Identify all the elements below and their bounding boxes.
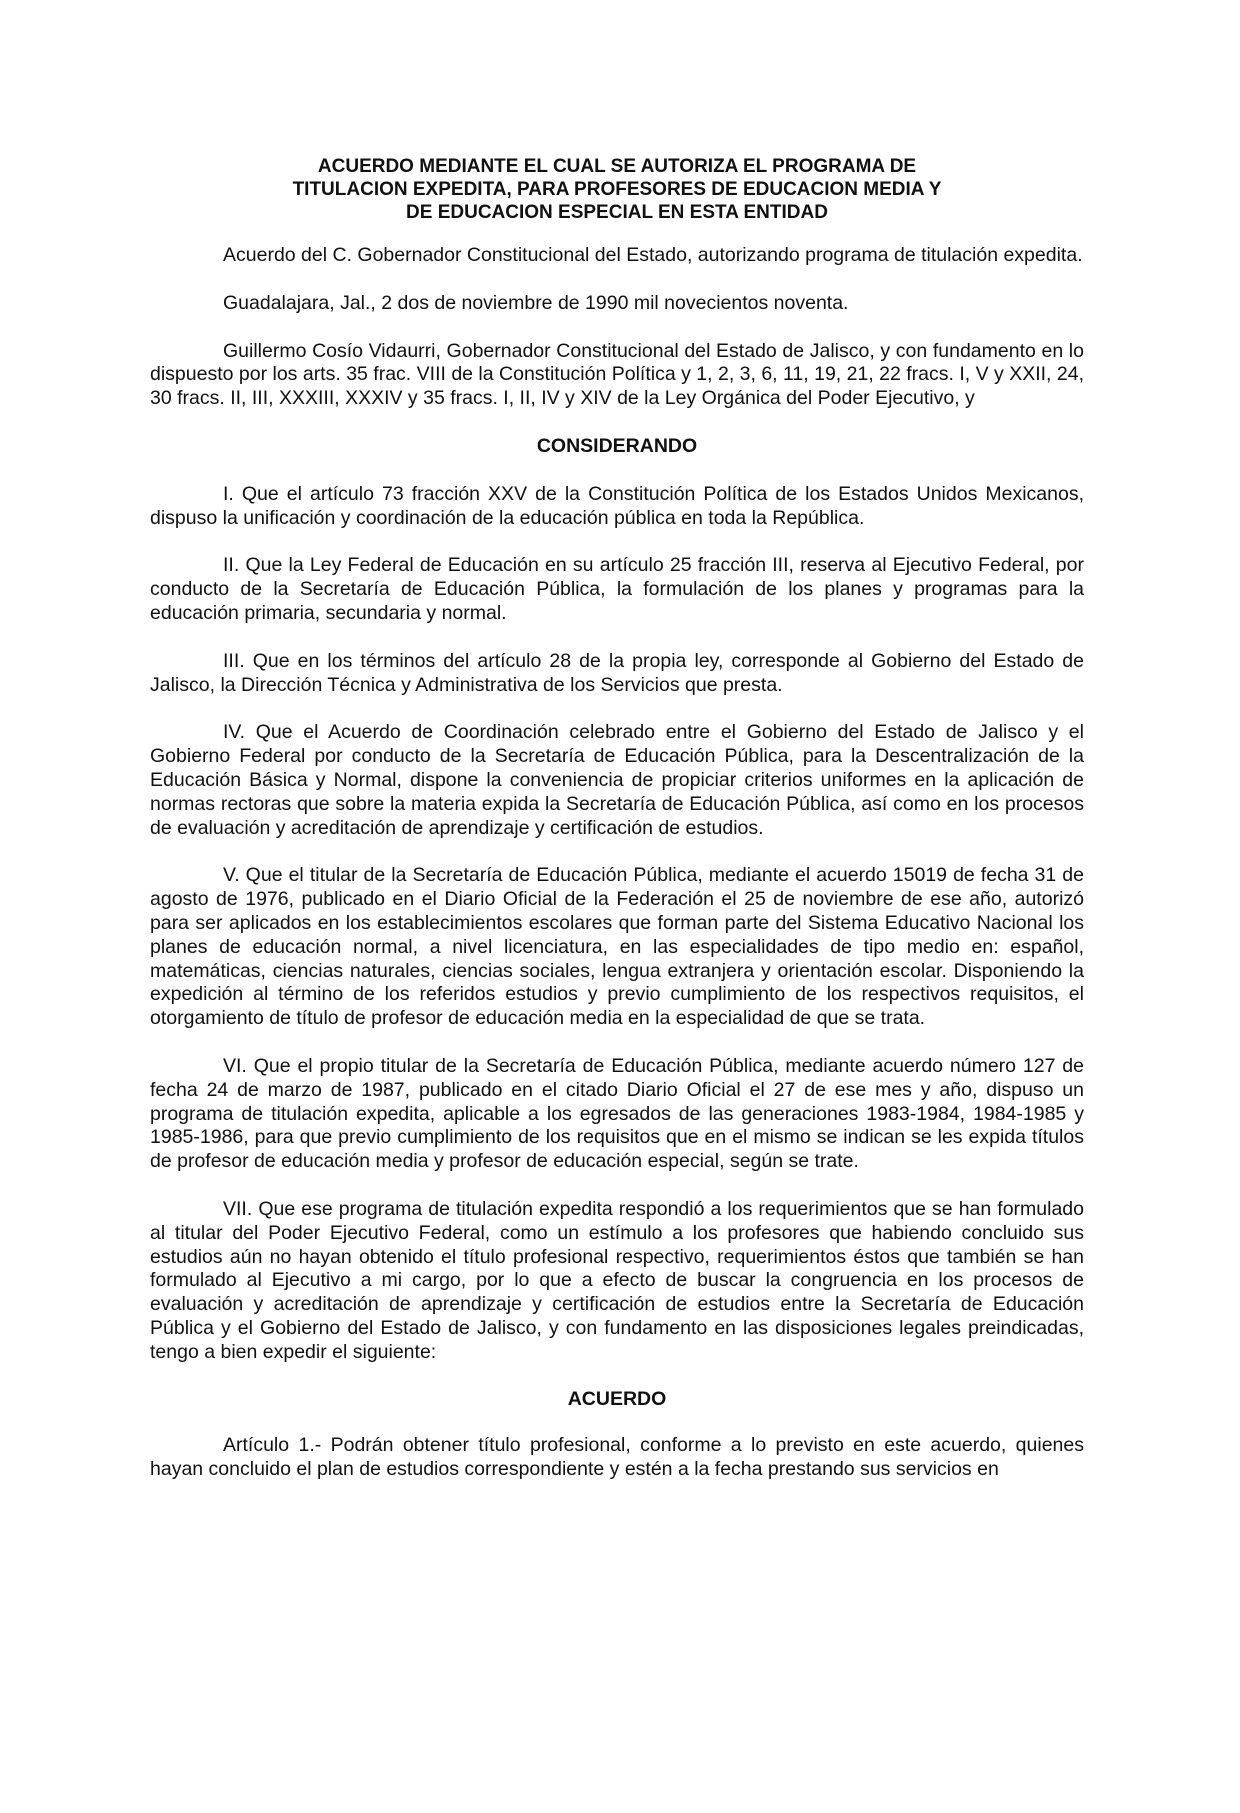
title-line-2: TITULACION EXPEDITA, PARA PROFESORES DE EDUCACION MEDIA Y xyxy=(292,179,942,200)
title-line-1: ACUERDO MEDIANTE EL CUAL SE AUTORIZA EL PROGRAMA DE xyxy=(317,156,917,177)
considerando-iv: IV. Que el Acuerdo de Coordinación celebrado entre el Gobierno del Estado de Jalisco y el Gobierno Federal por conducto de la Secretaría de Educación Pública, para la Descentralización de la Educación Básica y Normal, dispone la conveniencia de propiciar criterios uniformes en la aplicación de normas rectoras que sobre la materia expida la Secretaría de Educación Pública, así como en los procesos de evaluación y acreditación de aprendizaje y certificación de estudios. xyxy=(150,721,1084,839)
intro-paragraph: Acuerdo del C. Gobernador Constitucional del Estado, autorizando programa de titulación expedita. xyxy=(223,244,1083,266)
considerando-iii: III. Que en los términos del artículo 28 de la propia ley, corresponde al Gobierno del Estado de Jalisco, la Dirección Técnica y Administrativa de los Servicios que presta. xyxy=(150,649,1084,696)
considerando-vii: VII. Que ese programa de titulación expedita respondió a los requerimientos que se han formulado al titular del Poder Ejecutivo Federal, como un estímulo a los profesores que habiendo concluido sus estudios aún no hayan obtenido el título profesional respectivo, requerimientos éstos que también se han formulado al Ejecutivo a mi cargo, por lo que a efecto de buscar la congruencia en los procesos de evaluación y acreditación de aprendizaje y certificación de estudios entre la Secretaría de Educación Pública y el Gobierno del Estado de Jalisco, y con fundamento en las disposiciones legales preindicadas, tengo a bien expedir el siguiente: xyxy=(150,1197,1084,1363)
acuerdo-heading: ACUERDO xyxy=(567,1388,667,1411)
considerando-i: I. Que el artículo 73 fracción XXV de la Constitución Política de los Estados Unidos Mexicanos, dispuso la unificación y coordinación de la educación pública en toda la República. xyxy=(150,482,1084,529)
considerando-heading: CONSIDERANDO xyxy=(536,434,698,457)
articulo-1-paragraph: Artículo 1.- Podrán obtener título profesional, conforme a lo previsto en este acuerdo, quienes hayan concluido el plan de estudios correspondiente y estén a la fecha prestando sus servicios en xyxy=(150,1434,1084,1481)
title-line-3: DE EDUCACION ESPECIAL EN ESTA ENTIDAD xyxy=(406,202,828,223)
document-page xyxy=(150,155,1084,1506)
considerando-v: V. Que el titular de la Secretaría de Educación Pública, mediante el acuerdo 15019 de fecha 31 de agosto de 1976, publicado en el Diario Oficial de la Federación el 25 de noviembre de ese año, autorizó para ser aplicados en los establecimientos escolares que forman parte del Sistema Educativo Nacional los planes de educación normal, a nivel licenciatura, en las especialidades de tipo medio en: español, matemáticas, ciencias naturales, ciencias sociales, lengua extranjera y orientación escolar. Disponiendo la expedición al término de los referidos estudios y previo cumplimiento de los respectivos requisitos, el otorgamiento de título de profesor de educación media en la especialidad de que se trata. xyxy=(150,864,1084,1030)
preamble-paragraph: Guillermo Cosío Vidaurri, Gobernador Constitucional del Estado de Jalisco, y con fundamento en lo dispuesto por los arts. 35 frac. VIII de la Constitución Política y 1, 2, 3, 6, 11, 19, 21, 22 fracs. I, V y XXII, 24, 30 fracs. II, III, XXXIII, XXXIV y 35 fracs. I, II, IV y XIV de la Ley Orgánica del Poder Ejecutivo, y xyxy=(150,339,1084,410)
considerando-vi: VI. Que el propio titular de la Secretaría de Educación Pública, mediante acuerdo número 127 de fecha 24 de marzo de 1987, publicado en el citado Diario Oficial el 27 de ese mes y año, dispuso un programa de titulación expedita, aplicable a los egresados de las generaciones 1983-1984, 1984-1985 y 1985-1986, para que previo cumplimiento de los requisitos que en el mismo se indican se les expida títulos de profesor de educación media y profesor de educación especial, según se trate. xyxy=(150,1054,1084,1173)
document-title xyxy=(150,155,1084,224)
considerando-ii: II. Que la Ley Federal de Educación en su artículo 25 fracción III, reserva al Ejecutivo Federal, por conducto de la Secretaría de Educación Pública, la formulación de los planes y programas para la educación primaria, secundaria y normal. xyxy=(150,554,1084,624)
place-date-paragraph: Guadalajara, Jal., 2 dos de noviembre de 1990 mil novecientos noventa. xyxy=(223,291,849,314)
